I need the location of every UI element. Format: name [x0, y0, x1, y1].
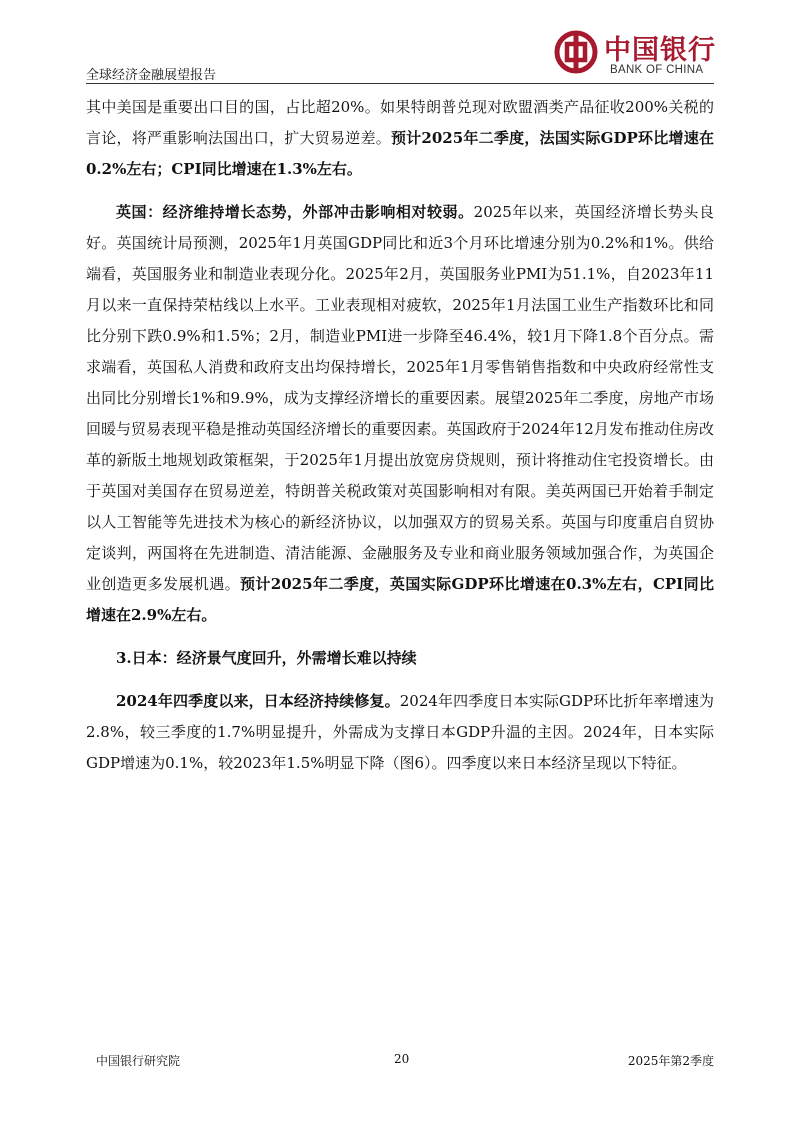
paragraph-text: 其中美国是重要出口目的国，占比超20%。如果特朗普兑现对欧盟酒类产品征收200%关税的言论，将严重影响法国出口，扩大贸易逆差。: [86, 98, 714, 147]
paragraph-text: 2024年四季度日本实际GDP环比折年率增速为2.8%，较三季度的1.7%明显提升，外需成为支撑日本GDP升温的主因。2024年，日本实际GDP增速为0.1%，较2023年1.5%明显下降（图6）。四季度以来日本经济呈现以下特征。: [86, 692, 714, 772]
page-header: [86, 28, 714, 84]
forecast-france: 预计2025年二季度，法国实际GDP环比增速在0.2%左右；CPI同比增速在1.3%左右。: [86, 129, 714, 178]
paragraph-uk: [86, 197, 714, 631]
page-body: [86, 92, 714, 779]
bank-logo: [554, 28, 714, 80]
footer-quarter: 2025年第2季度: [627, 1054, 714, 1068]
paragraph-lead-japan: 2024年四季度以来，日本经济持续修复。: [116, 692, 400, 710]
section-heading-japan: 3.日本：经济景气度回升，外需增长难以持续: [116, 649, 417, 667]
header-divider: [86, 83, 714, 84]
paragraph-text: 2025年以来，英国经济增长势头良好。英国统计局预测，2025年1月英国GDP同比和近3个月环比增速分别为0.2%和1%。供给端看，英国服务业和制造业表现分化。2025年2月，英国服务业PMI为51.1%，自2023年11月以来一直保持荣枯线以上水平。工业表现相对疲软，2025年1月法国工业生产指数环比和同比分别下跌0.9%和1.5%；2月，制造业PMI进一步降至46.4%，较1月下降1.8个百分点。需求端看，英国私人消费和政府支出均保持增长，2025年1月零售销售指数和中央政府经常性支出同比分别增长1%和9.9%，成为支撑经济增长的重要因素。展望2025年二季度，房地产市场回暖与贸易表现平稳是推动英国经济增长的重要因素。英国政府于2024年12月发布推动住房改革的新版土地规划政策框架，于2025年1月提出放宽房贷规则，预计将推动住宅投资增长。由于英国对美国存在贸易逆差，特朗普关税政策对英国影响相对有限。美英两国已开始着手制定以人工智能等先进技术为核心的新经济协议，以加强双方的贸易关系。英国与印度重启自贸协定谈判，两国将在先进制造、清洁能源、金融服务及专业和商业服务领域加强合作，为英国企业创造更多发展机遇。: [86, 203, 714, 593]
logo-english-name: BANK OF CHINA: [610, 64, 704, 76]
paragraph-lead-uk: 英国：经济维持增长态势，外部冲击影响相对较弱。: [116, 203, 474, 221]
footer-institute: 中国银行研究院: [96, 1054, 181, 1068]
bank-of-china-logo-icon: [554, 30, 598, 74]
forecast-uk: 预计2025年二季度，英国实际GDP环比增速在0.3%左右，CPI同比增速在2.9%左右。: [86, 575, 714, 624]
report-title: 全球经济金融展望报告: [86, 68, 217, 83]
paragraph-france: [86, 92, 714, 185]
paragraph-japan: [86, 686, 714, 779]
page-number: 20: [394, 1052, 410, 1066]
logo-chinese-name: 中国银行: [604, 35, 716, 66]
